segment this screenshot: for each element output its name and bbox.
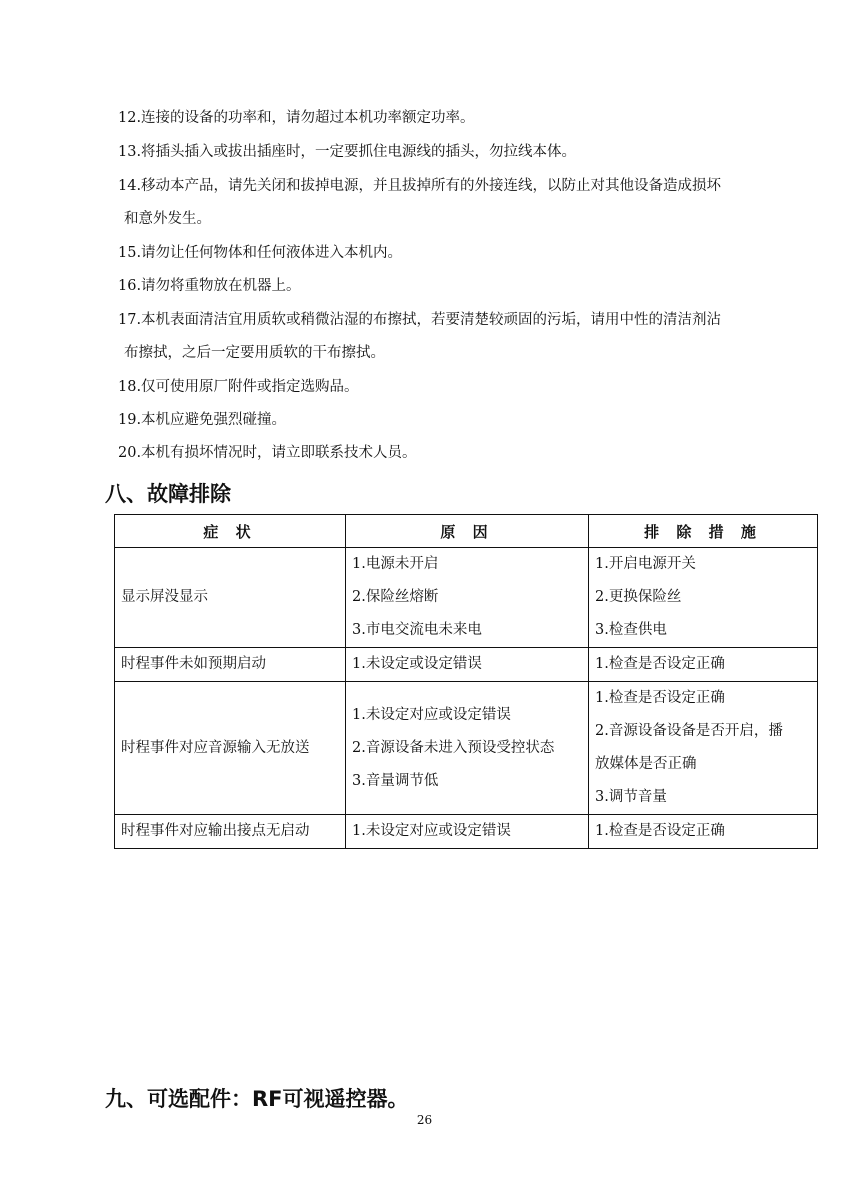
list-item-15: 15.请勿让任何物体和任何液体进入本机内。 <box>118 245 403 261</box>
cause-line: 1.未设定对应或设定错误 <box>352 823 511 839</box>
symptom-cell: 时程事件对应输出接点无启动 <box>115 815 346 849</box>
list-item-12: 12.连接的设备的功率和，请勿超过本机功率额定功率。 <box>118 110 475 126</box>
cause-cell <box>346 548 589 648</box>
page-number: 26 <box>416 1113 433 1127</box>
list-item-16: 16.请勿将重物放在机器上。 <box>118 278 301 294</box>
cause-line: 2.保险丝熔断 <box>352 589 439 605</box>
table-row <box>115 548 818 648</box>
list-item-18: 18.仅可使用原厂附件或指定选购品。 <box>118 379 359 395</box>
solution-cell <box>589 815 818 849</box>
cause-cell <box>346 648 589 682</box>
section-heading-troubleshooting: 八、故障排除 <box>105 482 231 506</box>
table-row <box>115 682 818 815</box>
solution-line: 放媒体是否正确 <box>595 756 697 772</box>
cause-line: 3.市电交流电未来电 <box>352 622 482 638</box>
symptom-cell: 时程事件未如预期启动 <box>115 648 346 682</box>
solution-cell <box>589 682 818 815</box>
table-row <box>115 648 818 682</box>
troubleshooting-table <box>114 514 818 849</box>
header-cause: 原 因 <box>346 515 589 548</box>
solution-line: 2.更换保险丝 <box>595 589 682 605</box>
list-item-17-cont: 布擦拭，之后一定要用质软的干布擦拭。 <box>124 345 385 361</box>
list-item-19: 19.本机应避免强烈碰撞。 <box>118 412 287 428</box>
list-item-14-cont: 和意外发生。 <box>124 211 211 227</box>
cause-line: 3.音量调节低 <box>352 772 439 789</box>
cause-cell <box>346 815 589 849</box>
solution-cell <box>589 548 818 648</box>
solution-line: 1.检查是否设定正确 <box>595 823 725 839</box>
header-symptom: 症 状 <box>115 515 346 548</box>
solution-line: 3.调节音量 <box>595 789 667 805</box>
header-solution: 排 除 措 施 <box>589 515 818 548</box>
symptom-cell: 显示屏没显示 <box>115 548 346 648</box>
list-item-20: 20.本机有损坏情况时，请立即联系技术人员。 <box>118 445 417 461</box>
solution-line: 2.音源设备设备是否开启，播 <box>595 723 783 739</box>
cause-cell <box>346 682 589 815</box>
table-header-row <box>115 515 818 548</box>
list-item-14: 14.移动本产品，请先关闭和拔掉电源，并且拔掉所有的外接连线，以防止对其他设备造成损坏 <box>118 178 722 194</box>
solution-cell <box>589 648 818 682</box>
cause-line: 1.未设定或设定错误 <box>352 656 482 672</box>
list-item-13: 13.将插头插入或拔出插座时，一定要抓住电源线的插头，勿拉线本体。 <box>118 144 577 160</box>
section-heading-optional-accessory: 九、可选配件：RF可视遥控器。 <box>105 1087 409 1111</box>
list-item-17: 17.本机表面清洁宜用质软或稍微沾湿的布擦拭，若要清楚较顽固的污垢，请用中性的清洁剂沾 <box>118 312 722 328</box>
solution-line: 1.检查是否设定正确 <box>595 690 725 706</box>
cause-line: 1.电源未开启 <box>352 556 439 572</box>
solution-line: 1.开启电源开关 <box>595 556 696 572</box>
table-row <box>115 815 818 849</box>
solution-line: 3.检查供电 <box>595 622 667 638</box>
cause-line: 2.音源设备未进入预设受控状态 <box>352 739 555 756</box>
cause-line: 1.未设定对应或设定错误 <box>352 706 511 723</box>
solution-line: 1.检查是否设定正确 <box>595 656 725 672</box>
symptom-cell: 时程事件对应音源输入无放送 <box>115 682 346 815</box>
